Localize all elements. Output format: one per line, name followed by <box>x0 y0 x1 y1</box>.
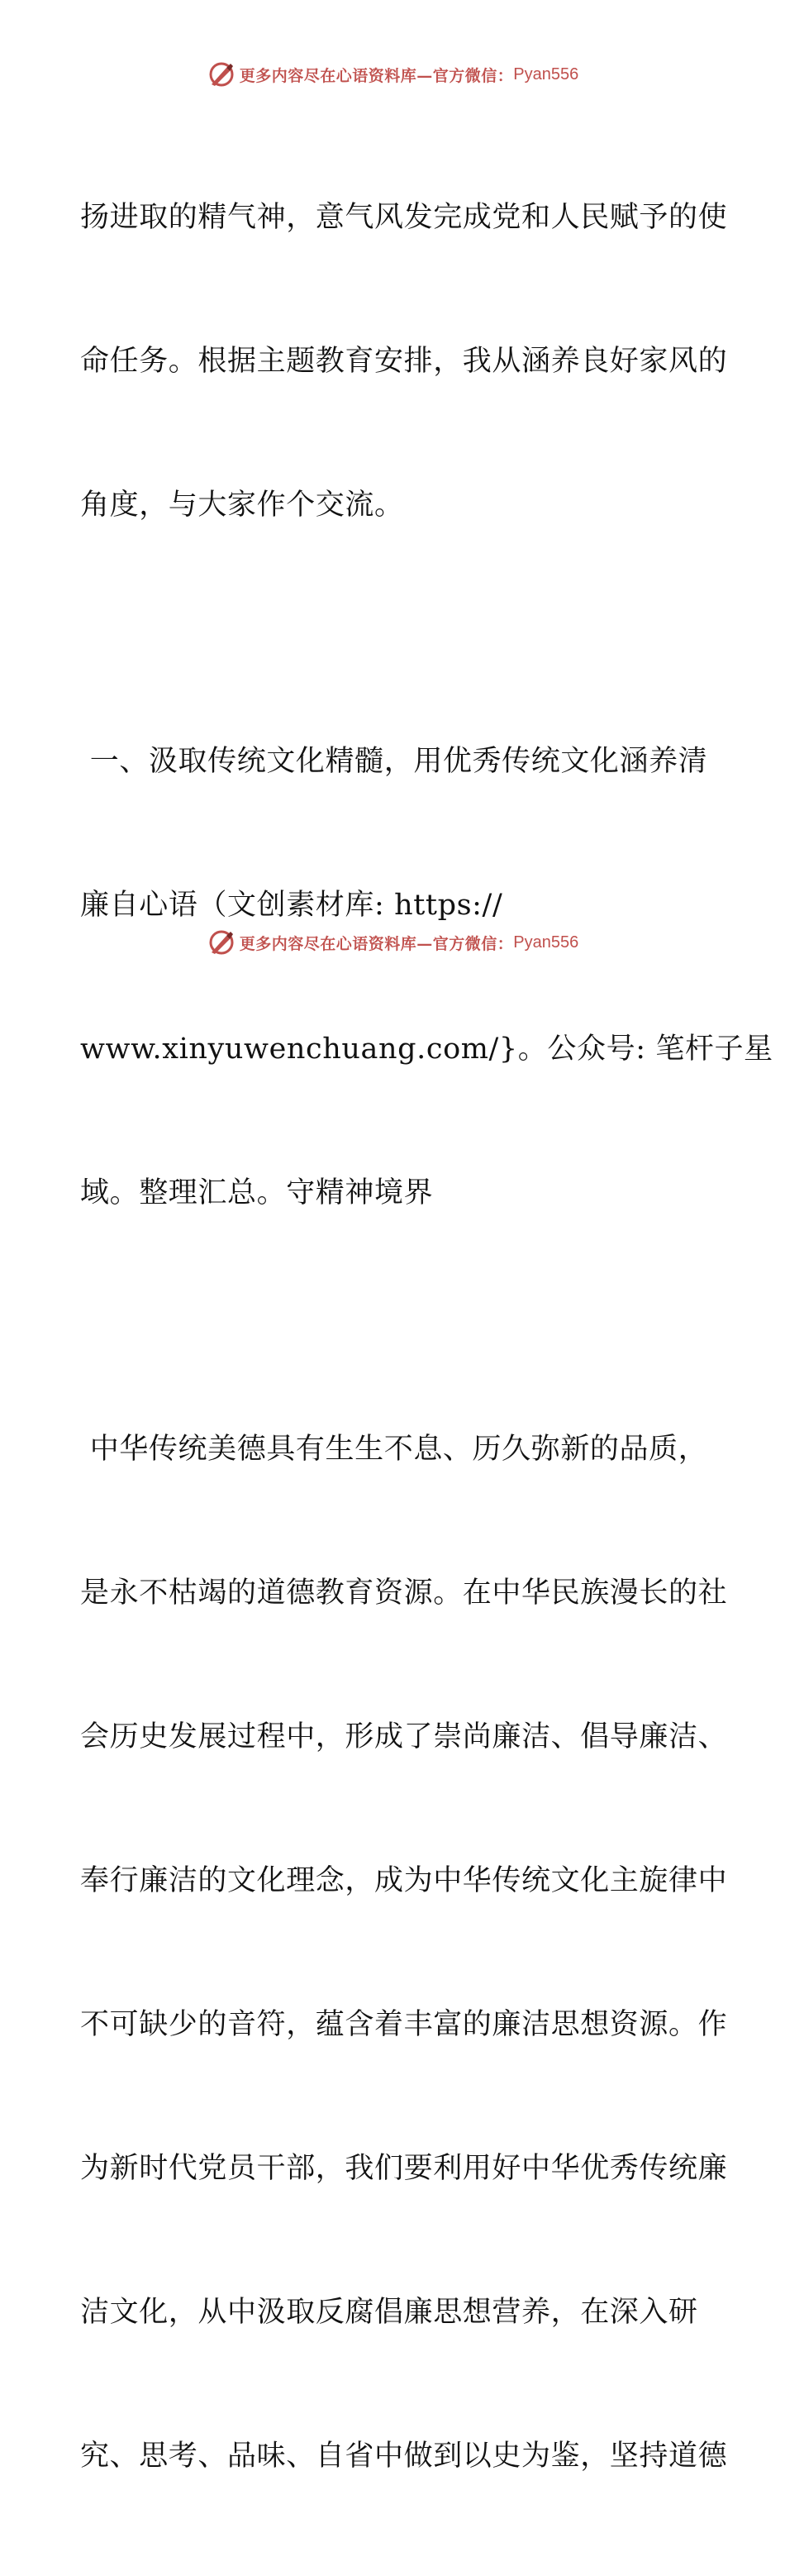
wechat-id: Pyan556 <box>513 933 579 952</box>
paragraph <box>80 98 728 625</box>
text-line: 究、思考、品味、自省中做到以史为鉴，坚持道德 <box>80 2440 728 2473</box>
banner-text: 更多内容尽在心语资料库—官方微信： <box>239 934 514 953</box>
paragraph <box>80 1329 728 2576</box>
text-line: 奉行廉洁的文化理念，成为中华传统文化主旋律中 <box>80 1864 728 1897</box>
text-line: 为新时代党员干部，我们要利用好中华优秀传统廉 <box>80 2152 728 2185</box>
text-line: 一、汲取传统文化精髓，用优秀传统文化涵养清 <box>80 745 708 778</box>
pen-logo-icon <box>207 60 236 89</box>
wechat-id: Pyan556 <box>513 64 579 83</box>
text-line: 中华传统美德具有生生不息、历久弥新的品质， <box>80 1433 708 1466</box>
text-line: 是永不枯竭的道德教育资源。在中华民族漫长的社 <box>80 1577 728 1610</box>
footer-watermark <box>0 926 785 959</box>
text-line: 会历史发展过程中，形成了崇尚廉洁、倡导廉洁、 <box>80 1720 728 1753</box>
text-line: www.xinyuwenchuang.com/}。公众号: 笔杆子星 <box>80 1033 773 1066</box>
document-body <box>80 98 773 2576</box>
text-line: 廉自心语（文创素材库: https:// <box>80 889 503 922</box>
section-heading <box>80 642 773 1313</box>
pen-logo-icon <box>207 928 236 957</box>
text-line: 扬进取的精气神，意气风发完成党和人民赋予的使 <box>80 201 728 234</box>
text-line: 域。整理汇总。守精神境界 <box>80 1176 434 1209</box>
text-line: 命任务。根据主题教育安排，我从涵养良好家风的 <box>80 345 728 378</box>
header-watermark <box>0 58 785 91</box>
text-line: 洁文化，从中汲取反腐倡廉思想营养，在深入研 <box>80 2296 698 2329</box>
banner-text: 更多内容尽在心语资料库—官方微信： <box>239 66 514 85</box>
text-line: 不可缺少的音符，蕴含着丰富的廉洁思想资源。作 <box>80 2008 728 2041</box>
text-line: 角度，与大家作个交流。 <box>80 489 404 522</box>
